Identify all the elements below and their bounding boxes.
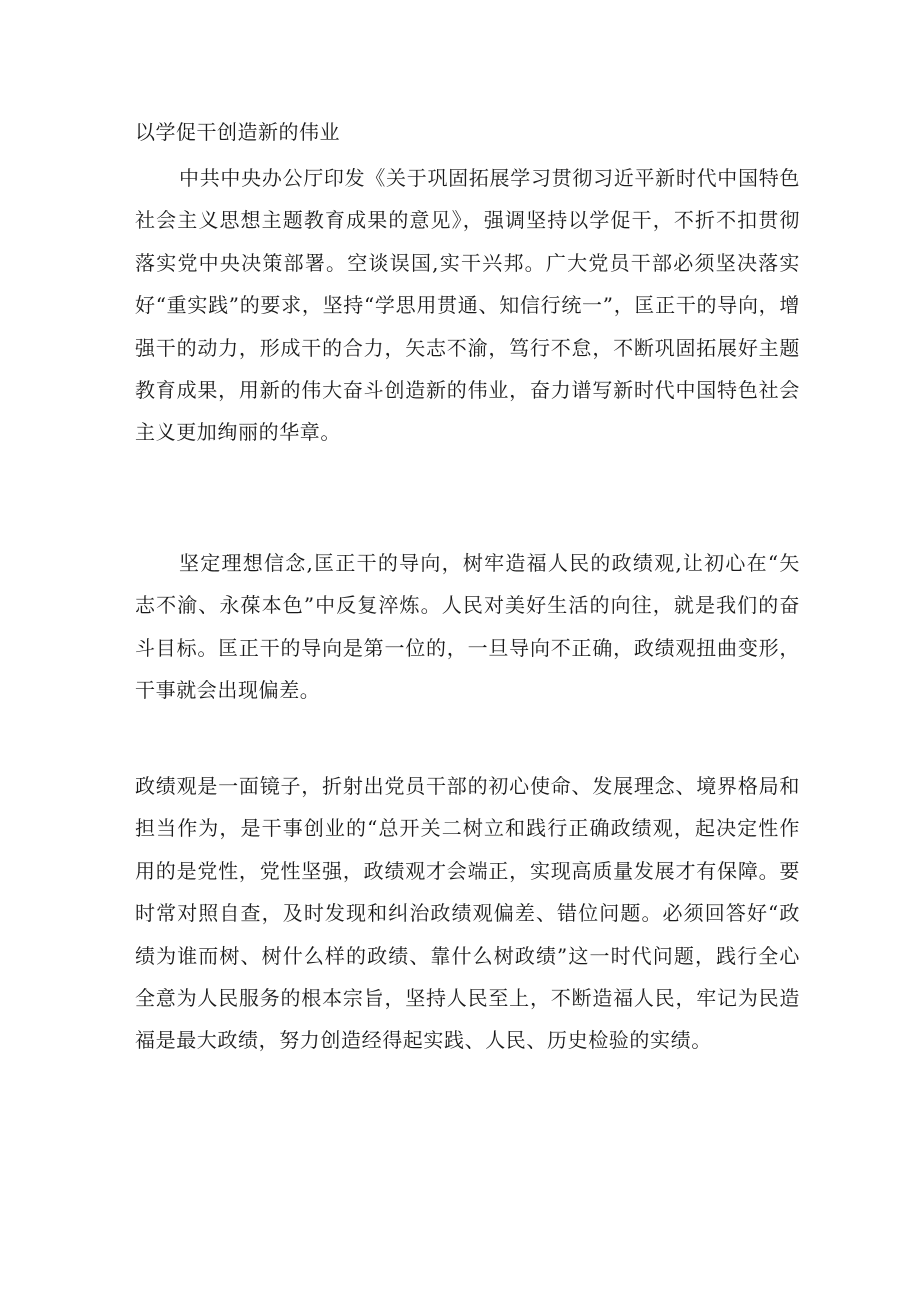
- document-title: 以学促干创造新的伟业: [135, 120, 340, 144]
- paragraph-1: 中共中央办公厅印发《关于巩固拓展学习贯彻习近平新时代中国特色社会主义思想主题教育成果的意见》，强调坚持以学促干，不折不扣贯彻落实党中央决策部署。空谈误国,实干兴邦。广大党员干部必须坚决落实好“重实践”的要求，坚持“学思用贯通、知信行统一”，匡正干的导向，增强干的动力，形成干的合力，矢志不渝，笃行不怠，不断巩固拓展好主题教育成果，用新的伟大奋斗创造新的伟业，奋力谱写新时代中国特色社会主义更加绚丽的华章。: [135, 166, 800, 445]
- paragraph-2: 坚定理想信念,匡正干的导向，树牢造福人民的政绩观,让初心在“矢志不渝、永葆本色”中反复淬炼。人民对美好生活的向往，就是我们的奋斗目标。匡正干的导向是第一位的，一旦导向不正确，政绩观扭曲变形，干事就会出现偏差。: [135, 551, 800, 703]
- paragraph-3: 政绩观是一面镜子，折射出党员干部的初心使命、发展理念、境界格局和担当作为，是干事创业的“总开关二树立和践行正确政绩观，起决定性作用的是党性，党性坚强，政绩观才会端正，实现高质量发展才有保障。要时常对照自查，及时发现和纠治政绩观偏差、错位问题。必须回答好“政绩为谁而树、树什么样的政绩、靠什么树政绩”这一时代问题，践行全心全意为人民服务的根本宗旨，坚持人民至上，不断造福人民，牢记为民造福是最大政绩，努力创造经得起实践、人民、历史检验的实绩。: [135, 774, 800, 1053]
